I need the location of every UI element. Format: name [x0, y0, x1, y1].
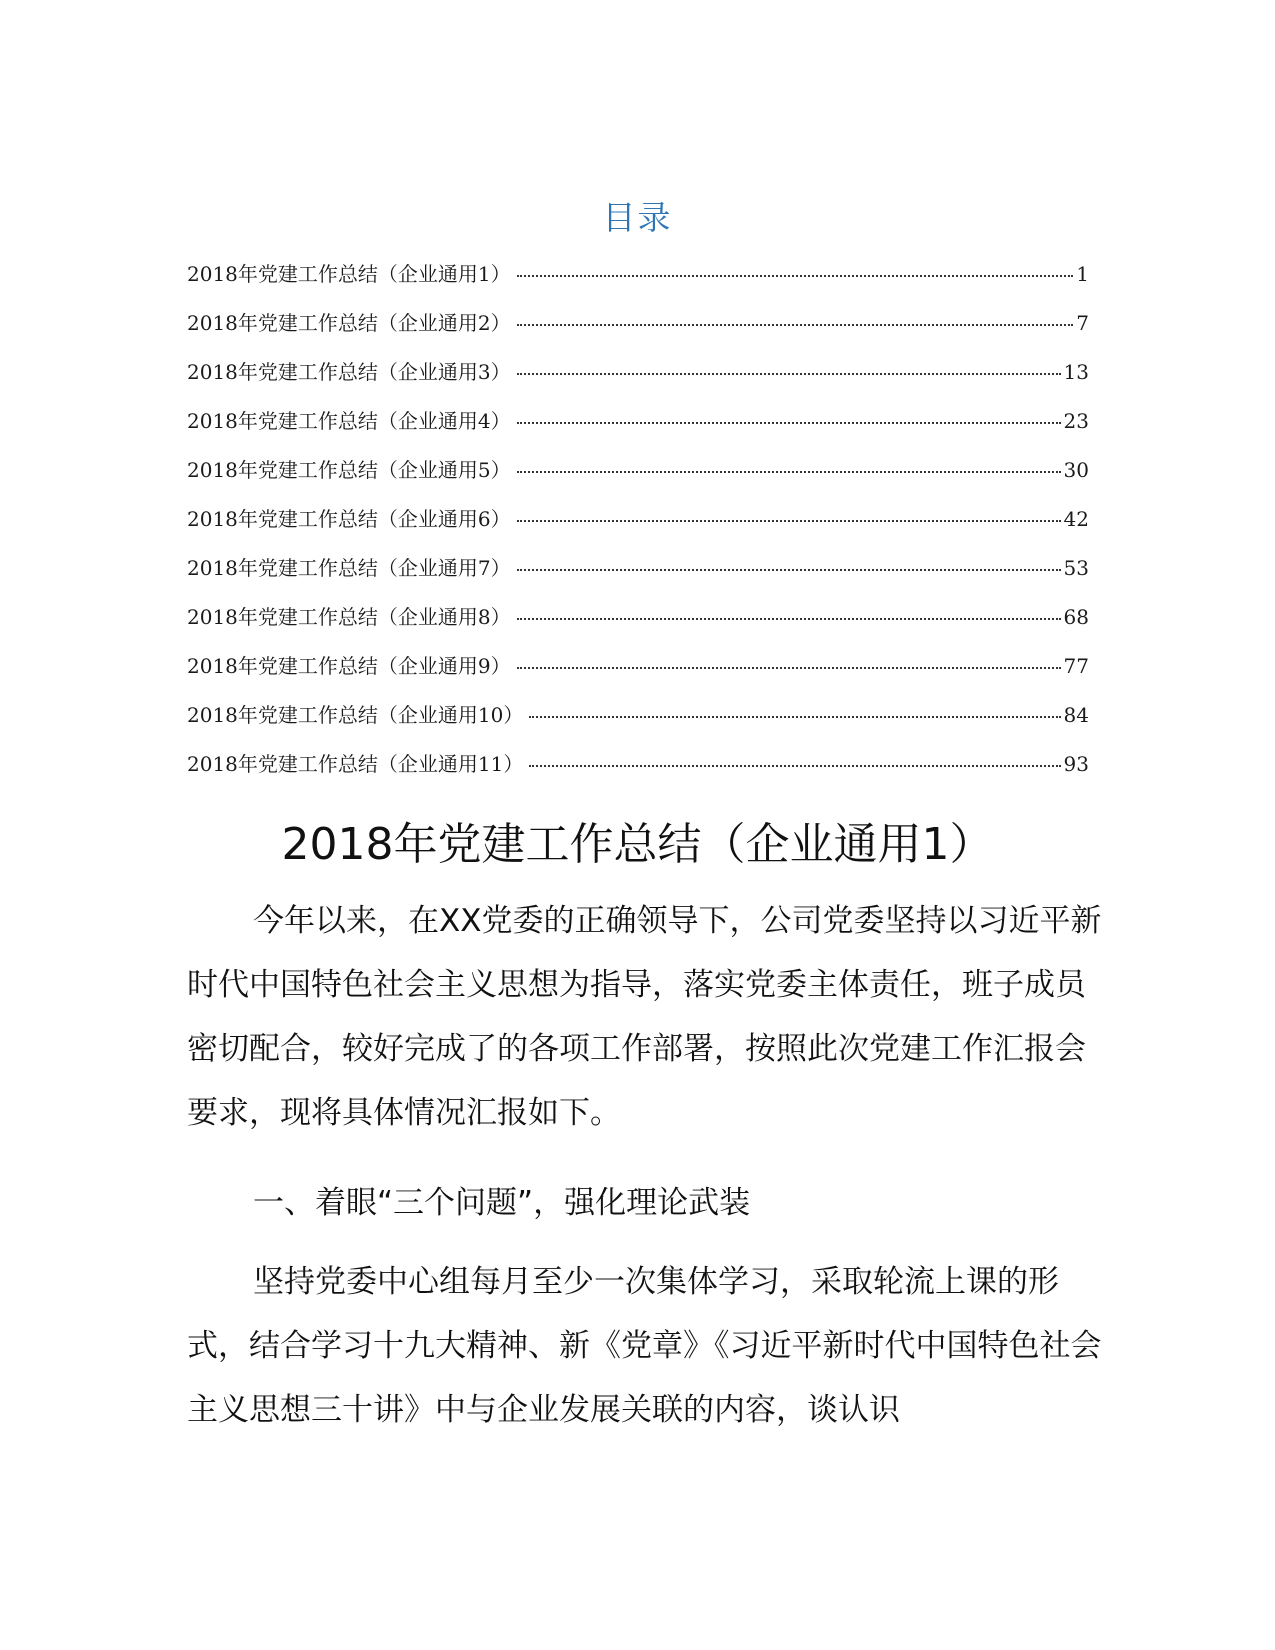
toc-entry-label: 2018年党建工作总结（企业通用7）	[187, 556, 511, 580]
document-title: 2018年党建工作总结（企业通用1）	[281, 819, 994, 870]
toc-leader-dots	[517, 275, 1074, 277]
toc-entry-label: 2018年党建工作总结（企业通用4）	[187, 409, 511, 433]
toc-leader-dots	[517, 471, 1061, 473]
toc-entry-label: 2018年党建工作总结（企业通用9）	[187, 654, 511, 678]
section-paragraph: 坚持党委中心组每月至少一次集体学习，采取轮流上课的形式，结合学习十九大精神、新《党章》《习近平新时代中国特色社会主义思想三十讲》中与企业发展关联的内容，谈认识	[187, 1264, 1102, 1428]
toc-entry[interactable]	[187, 654, 1089, 703]
toc-entry[interactable]	[187, 458, 1089, 507]
toc-entry[interactable]	[187, 507, 1089, 556]
toc-entry-label: 2018年党建工作总结（企业通用5）	[187, 458, 511, 482]
intro-paragraph-block	[187, 889, 1107, 1145]
toc-entry-label: 2018年党建工作总结（企业通用6）	[187, 507, 511, 531]
toc-entry-page: 30	[1063, 458, 1089, 482]
toc-entry-label: 2018年党建工作总结（企业通用8）	[187, 605, 511, 629]
toc-leader-dots	[517, 569, 1061, 571]
toc-entry[interactable]	[187, 311, 1089, 360]
toc-entry-page: 53	[1063, 556, 1089, 580]
toc-entry-label: 2018年党建工作总结（企业通用11）	[187, 752, 524, 776]
toc-entry-label: 2018年党建工作总结（企业通用3）	[187, 360, 511, 384]
toc-entry-page: 42	[1063, 507, 1089, 531]
toc-entry[interactable]	[187, 703, 1089, 752]
toc-entry-label: 2018年党建工作总结（企业通用1）	[187, 262, 511, 286]
toc-title: 目录	[602, 198, 673, 237]
toc-leader-dots	[529, 716, 1060, 718]
table-of-contents	[187, 262, 1089, 801]
toc-entry[interactable]	[187, 605, 1089, 654]
toc-entry-page: 13	[1063, 360, 1089, 384]
toc-entry-label: 2018年党建工作总结（企业通用10）	[187, 703, 524, 727]
toc-leader-dots	[517, 324, 1074, 326]
section-heading: 一、着眼“三个问题”，强化理论武装	[253, 1185, 751, 1221]
toc-entry[interactable]	[187, 752, 1089, 801]
toc-leader-dots	[517, 422, 1061, 424]
section-heading-block	[187, 1171, 1107, 1235]
toc-entry[interactable]	[187, 262, 1089, 311]
toc-leader-dots	[517, 373, 1061, 375]
toc-entry-page: 1	[1076, 262, 1089, 286]
toc-leader-dots	[529, 765, 1060, 767]
toc-entry[interactable]	[187, 556, 1089, 605]
toc-entry-page: 23	[1063, 409, 1089, 433]
toc-entry-label: 2018年党建工作总结（企业通用2）	[187, 311, 511, 335]
intro-paragraph: 今年以来，在XX党委的正确领导下，公司党委坚持以习近平新时代中国特色社会主义思想为指导，落实党委主体责任，班子成员密切配合，较好完成了的各项工作部署，按照此次党建工作汇报会要求，现将具体情况汇报如下。	[187, 903, 1102, 1131]
toc-entry-page: 84	[1063, 703, 1089, 727]
toc-entry-page: 68	[1063, 605, 1089, 629]
toc-entry-page: 7	[1076, 311, 1089, 335]
toc-entry[interactable]	[187, 360, 1089, 409]
toc-entry[interactable]	[187, 409, 1089, 458]
toc-entry-page: 77	[1063, 654, 1089, 678]
toc-entry-page: 93	[1063, 752, 1089, 776]
toc-leader-dots	[517, 520, 1061, 522]
toc-leader-dots	[517, 618, 1061, 620]
section-paragraph-block	[187, 1250, 1107, 1442]
toc-leader-dots	[517, 667, 1061, 669]
